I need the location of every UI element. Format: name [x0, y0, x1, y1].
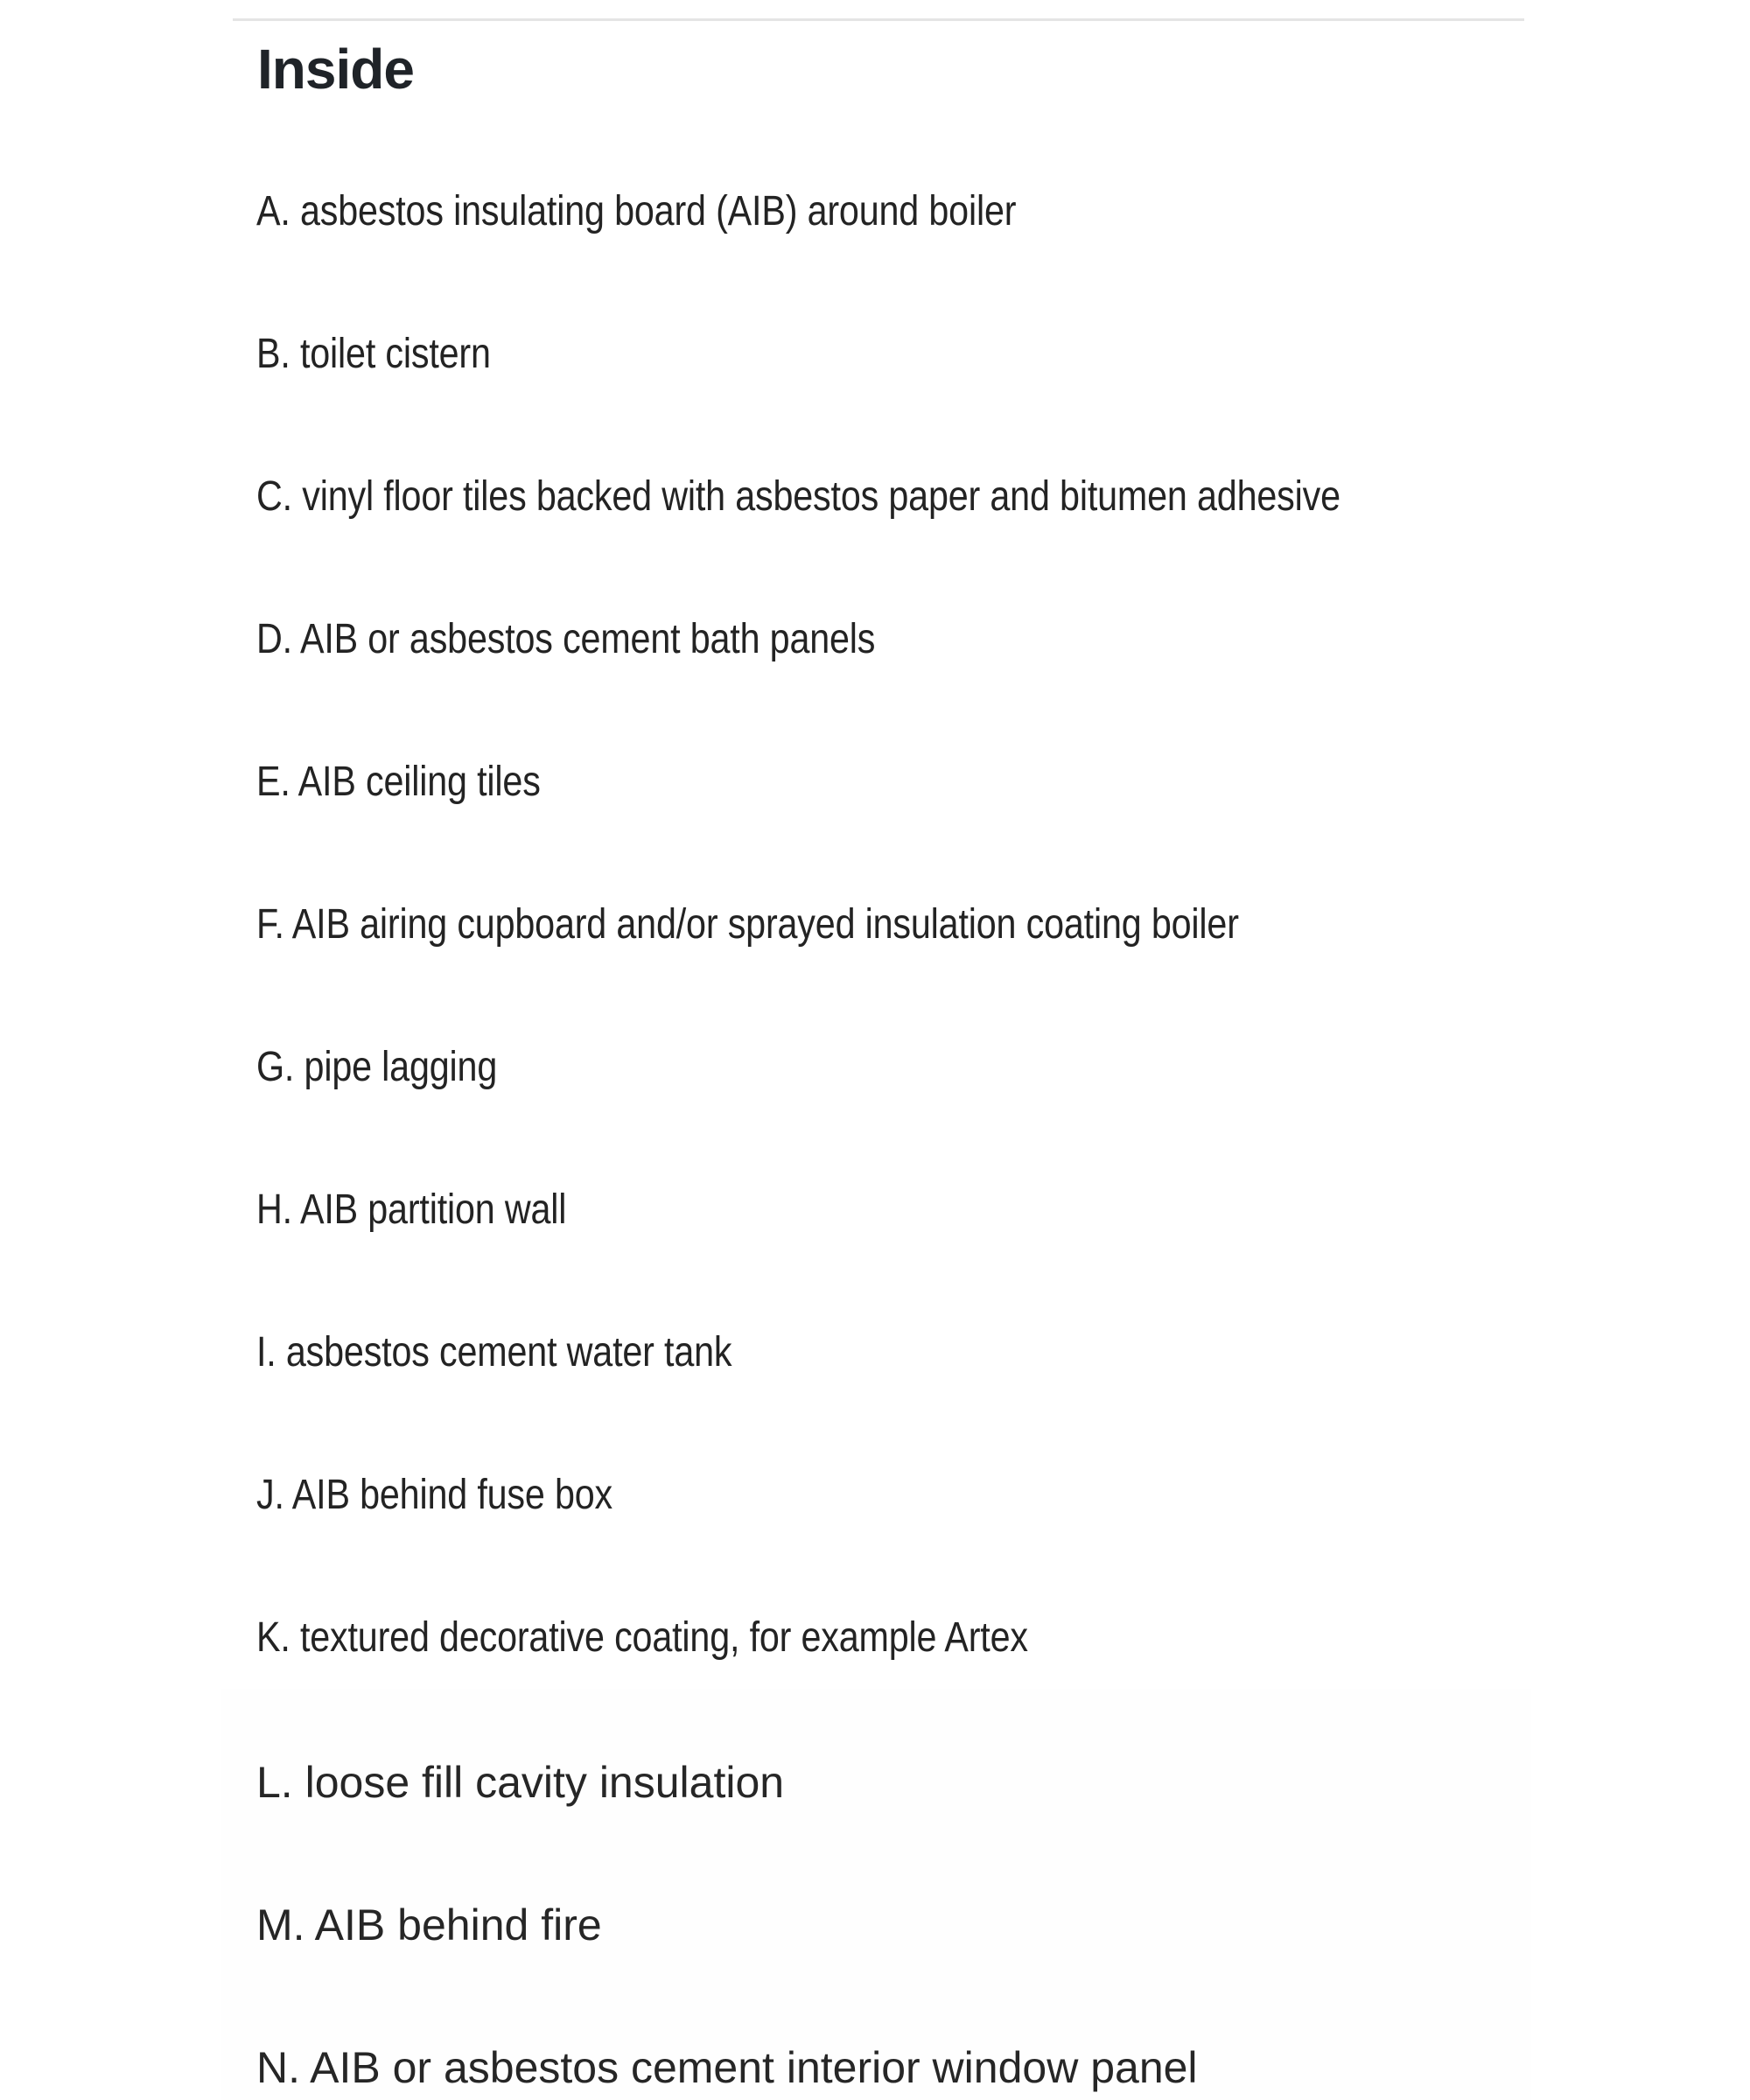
list-item: A. asbestos insulating board (AIB) around boiler	[256, 188, 1017, 234]
top-divider	[233, 18, 1524, 21]
list-item: G. pipe lagging	[256, 1044, 498, 1090]
list-item: N. AIB or asbestos cement interior window panel	[256, 2043, 1198, 2092]
list-item: C. vinyl floor tiles backed with asbestos paper and bitumen adhesive	[256, 473, 1340, 520]
list-item: D. AIB or asbestos cement bath panels	[256, 616, 876, 662]
list-item: E. AIB ceiling tiles	[256, 759, 541, 805]
list-item: K. textured decorative coating, for example Artex	[256, 1614, 1028, 1661]
list-item: H. AIB partition wall	[256, 1186, 567, 1233]
content-band	[220, 1689, 1531, 2100]
list-item: B. toilet cistern	[256, 331, 491, 377]
list-item: J. AIB behind fuse box	[256, 1472, 613, 1518]
list-item: M. AIB behind fire	[256, 1900, 602, 1950]
list-item: F. AIB airing cupboard and/or sprayed insulation coating boiler	[256, 901, 1239, 948]
list-item: I. asbestos cement water tank	[256, 1329, 732, 1376]
section-heading: Inside	[257, 38, 414, 101]
list-item: L. loose fill cavity insulation	[256, 1758, 785, 1807]
